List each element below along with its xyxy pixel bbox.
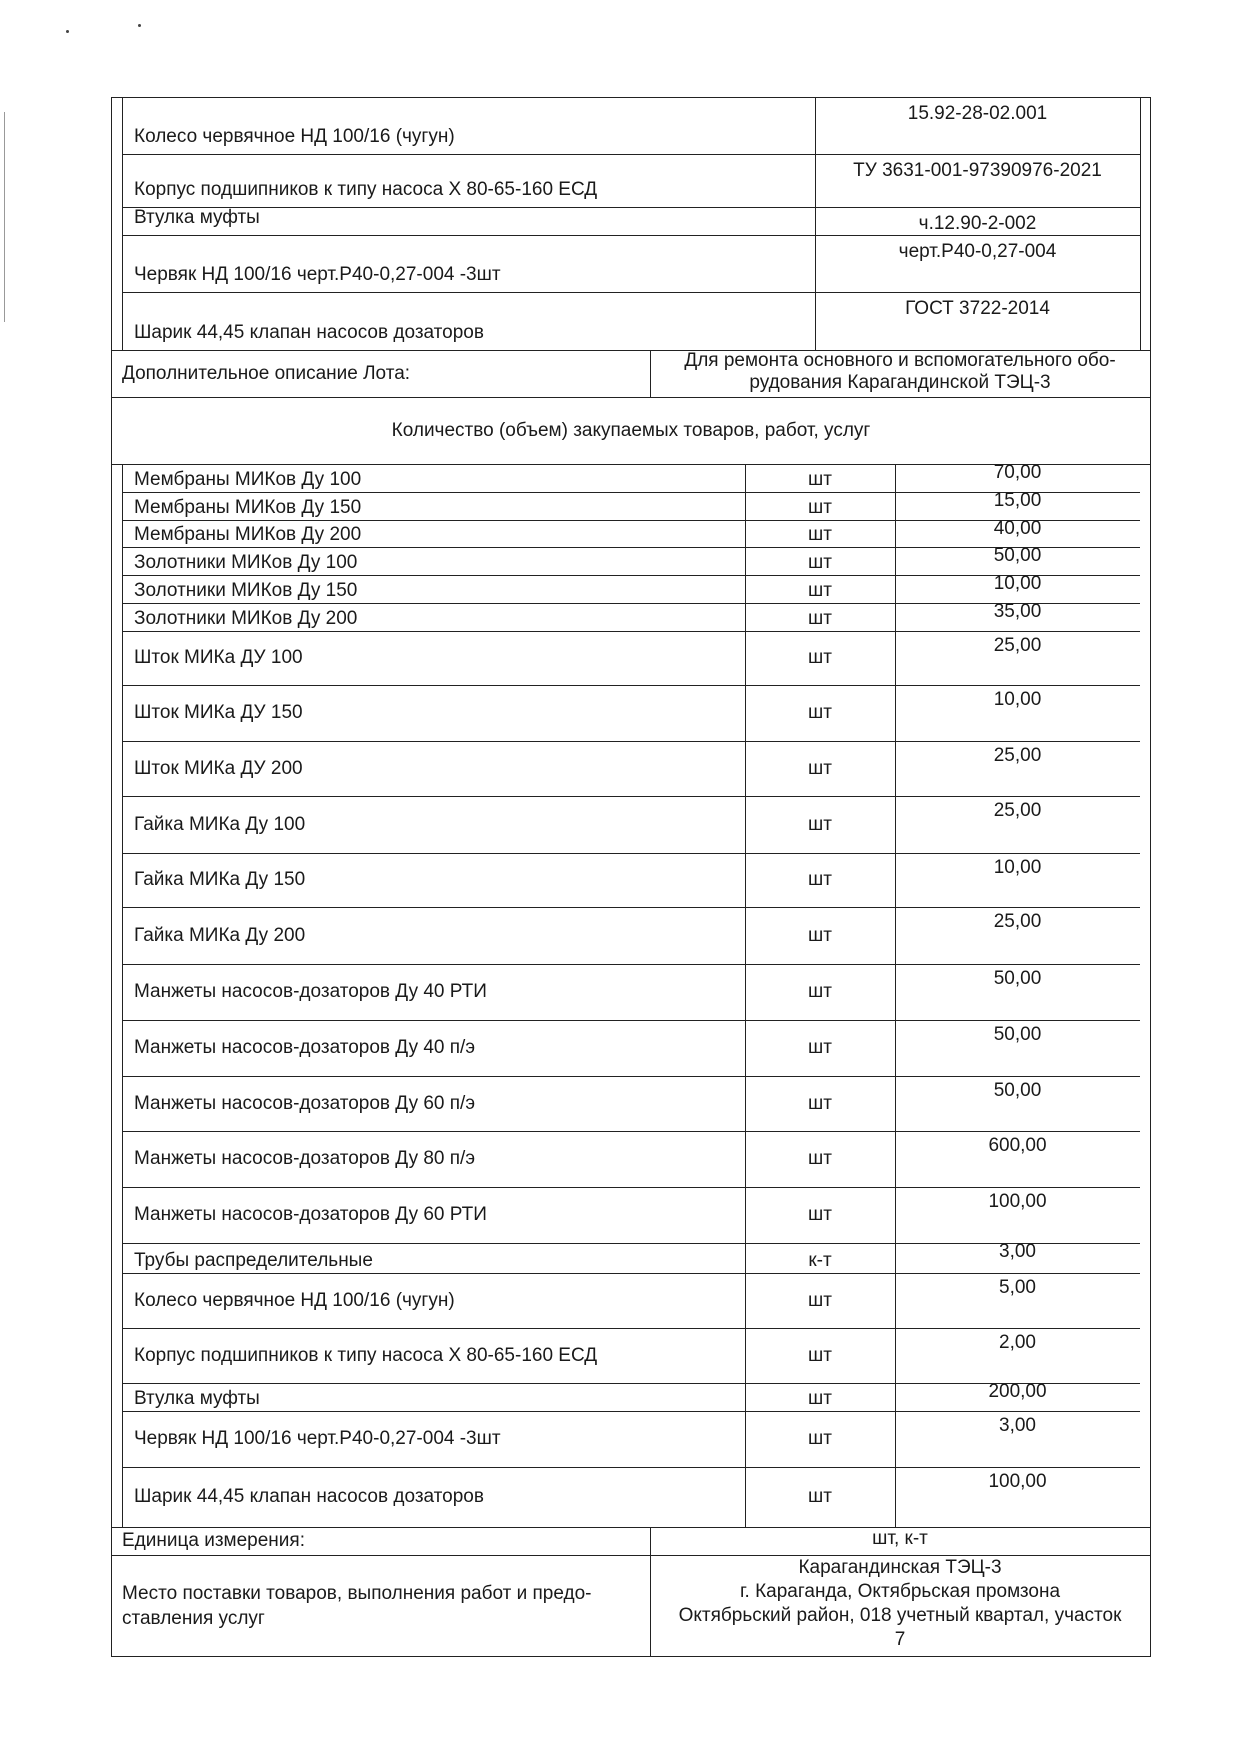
quantity-row-name: Шток МИКа ДУ 100: [134, 647, 303, 668]
divider: [815, 97, 816, 350]
quantity-row-name: Колесо червячное НД 100/16 (чугун): [134, 1289, 455, 1311]
scan-speck: [66, 30, 69, 33]
quantity-row-unit: шт: [808, 1289, 832, 1311]
quantity-row-unit: шт: [808, 469, 832, 490]
divider: [1140, 97, 1141, 350]
quantity-row-unit: шт: [808, 497, 832, 518]
spec-row-code: ч.12.90-2-002: [918, 213, 1037, 234]
lot-description-value-line1: Для ремонта основного и вспомогательного обо-: [684, 350, 1116, 371]
spec-row-name: Корпус подшипников к типу насоса Х 80-65-160 ЕСД: [134, 179, 598, 200]
quantity-row-unit: к-т: [808, 1250, 832, 1271]
quantity-row-qty: 5,00: [999, 1277, 1036, 1298]
divider: [122, 207, 1140, 208]
spec-row-name: Втулка муфты: [134, 207, 260, 228]
unit-value: шт, к-т: [872, 1528, 928, 1549]
quantity-row-qty: 25,00: [993, 635, 1042, 656]
spec-row-code: ТУ 3631-001-97390976-2021: [853, 160, 1102, 181]
quantity-row-qty: 2,00: [999, 1332, 1036, 1353]
quantity-row-qty: 3,00: [999, 1415, 1036, 1436]
quantity-row-unit: шт: [808, 757, 832, 779]
quantity-row-qty: 10,00: [993, 573, 1042, 594]
quantity-row-name: Мембраны МИКов Ду 200: [134, 524, 362, 545]
quantity-row-name: Золотники МИКов Ду 150: [134, 580, 358, 601]
quantity-row-name: Гайка МИКа Ду 150: [134, 869, 306, 890]
quantity-row-qty: 35,00: [993, 601, 1042, 622]
quantity-row-unit: шт: [808, 702, 832, 723]
quantity-row-unit: шт: [808, 1148, 832, 1169]
lot-description-value-line2: рудования Карагандинской ТЭЦ-3: [749, 372, 1051, 393]
quantity-row-unit: шт: [808, 1388, 832, 1409]
divider: [650, 1527, 651, 1657]
quantity-row-name: Мембраны МИКов Ду 100: [134, 469, 362, 490]
quantity-row-qty: 100,00: [988, 1471, 1047, 1492]
quantity-row-qty: 200,00: [988, 1381, 1047, 1402]
quantity-row-qty: 50,00: [993, 1024, 1042, 1045]
quantity-row-unit: шт: [808, 981, 832, 1002]
quantity-row-qty: 10,00: [993, 689, 1042, 710]
quantity-row-name: Золотники МИКов Ду 200: [134, 608, 358, 629]
quantity-row-unit: шт: [808, 1428, 832, 1449]
quantity-row-name: Трубы распределительные: [134, 1250, 373, 1271]
quantity-row-name: Золотники МИКов Ду 100: [134, 552, 358, 573]
quantity-row-qty: 25,00: [993, 745, 1042, 766]
quantity-row-unit: шт: [808, 580, 832, 601]
quantity-row-unit: шт: [808, 1204, 832, 1225]
divider: [650, 350, 651, 397]
quantity-row-name: Манжеты насосов-дозаторов Ду 40 п/э: [134, 1037, 476, 1058]
quantity-row-unit: шт: [808, 1092, 832, 1114]
delivery-value-line2: г. Караганда, Октябрьская промзона: [739, 1581, 1061, 1602]
delivery-label-line2: ставления услуг: [122, 1608, 265, 1629]
divider: [122, 292, 1140, 293]
quantity-row-name: Гайка МИКа Ду 200: [134, 924, 306, 946]
delivery-value-line4: 7: [894, 1629, 906, 1650]
quantity-row-unit: шт: [808, 608, 832, 629]
quantity-row-unit: шт: [808, 1486, 832, 1507]
spec-row-name: Колесо червячное НД 100/16 (чугун): [134, 126, 455, 147]
quantity-row-qty: 25,00: [993, 911, 1042, 932]
delivery-value-line1: Карагандинская ТЭЦ-3: [798, 1557, 1002, 1578]
quantity-row-name: Манжеты насосов-дозаторов Ду 60 п/э: [134, 1092, 476, 1114]
quantity-row-name: Втулка муфты: [134, 1388, 260, 1409]
unit-label: Единица измерения:: [122, 1530, 305, 1551]
spec-row-name: Червяк НД 100/16 черт.Р40-0,27-004 -3шт: [134, 264, 501, 285]
quantity-row-name: Шарик 44,45 клапан насосов дозаторов: [134, 1486, 484, 1507]
quantity-row-name: Червяк НД 100/16 черт.Р40-0,27-004 -3шт: [134, 1428, 501, 1449]
lot-description-label: Дополнительное описание Лота:: [122, 363, 411, 384]
scan-speck: [138, 24, 141, 27]
quantity-row-unit: шт: [808, 1037, 832, 1058]
quantity-row-name: Мембраны МИКов Ду 150: [134, 497, 362, 518]
divider: [122, 97, 123, 350]
quantity-row-qty: 600,00: [988, 1135, 1047, 1156]
divider: [122, 464, 123, 1527]
quantity-row-qty: 50,00: [993, 968, 1042, 989]
quantity-section-header: Количество (объем) закупаемых товаров, работ, услуг: [391, 420, 871, 441]
quantity-row-unit: шт: [808, 869, 832, 890]
quantity-row-name: Корпус подшипников к типу насоса Х 80-65-160 ЕСД: [134, 1344, 598, 1366]
quantity-row-name: Манжеты насосов-дозаторов Ду 60 РТИ: [134, 1204, 487, 1225]
quantity-row-qty: 70,00: [993, 462, 1042, 483]
quantity-row-qty: 15,00: [993, 490, 1042, 511]
quantity-row-unit: шт: [808, 524, 832, 545]
delivery-label-line1: Место поставки товаров, выполнения работ и предо-: [122, 1583, 592, 1604]
quantity-row-name: Шток МИКа ДУ 200: [134, 757, 303, 779]
quantity-row-qty: 25,00: [993, 800, 1042, 821]
quantity-row-qty: 40,00: [993, 518, 1042, 539]
quantity-row-qty: 10,00: [993, 857, 1042, 878]
quantity-row-name: Манжеты насосов-дозаторов Ду 40 РТИ: [134, 981, 487, 1002]
quantity-row-unit: шт: [808, 1344, 832, 1366]
quantity-row-name: Гайка МИКа Ду 100: [134, 813, 306, 835]
quantity-row-unit: шт: [808, 924, 832, 946]
spec-row-code: ГОСТ 3722-2014: [905, 298, 1050, 319]
quantity-row-qty: 100,00: [988, 1191, 1047, 1212]
divider: [122, 235, 1140, 236]
spec-row-code: 15.92-28-02.001: [907, 103, 1048, 124]
quantity-row-unit: шт: [808, 813, 832, 835]
quantity-row-unit: шт: [808, 552, 832, 573]
spec-row-name: Шарик 44,45 клапан насосов дозаторов: [134, 322, 484, 343]
quantity-row-name: Шток МИКа ДУ 150: [134, 702, 303, 723]
divider: [122, 154, 1140, 155]
quantity-row-qty: 50,00: [993, 1080, 1042, 1101]
delivery-value-line3: Октябрьский район, 018 учетный квартал, участок: [678, 1605, 1122, 1626]
quantity-row-qty: 3,00: [999, 1241, 1036, 1262]
scan-edge-mark: [4, 112, 5, 322]
quantity-row-name: Манжеты насосов-дозаторов Ду 80 п/э: [134, 1148, 476, 1169]
spec-row-code: черт.Р40-0,27-004: [898, 241, 1057, 262]
divider: [111, 397, 1151, 398]
quantity-row-unit: шт: [808, 647, 832, 668]
quantity-row-qty: 50,00: [993, 545, 1042, 566]
